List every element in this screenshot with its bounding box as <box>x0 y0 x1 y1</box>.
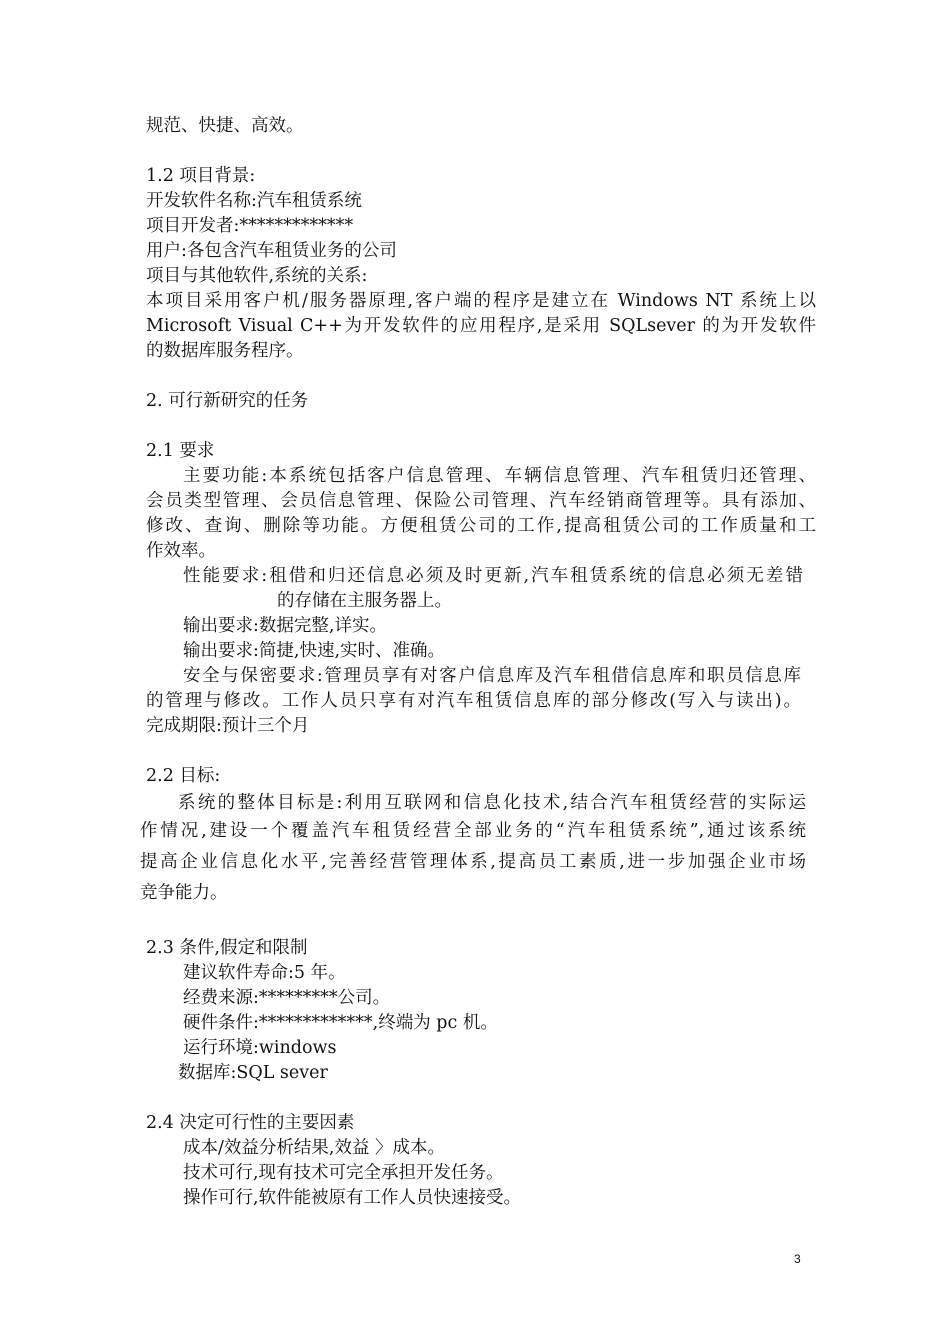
text-line: 本项目采用客户机/服务器原理,客户端的程序是建立在 Windows NT 系统上以 <box>146 291 816 311</box>
text-line: 提高企业信息化水平,完善经营管理体系,提高员工素质,进一步加强企业市场 <box>140 852 806 872</box>
text-line: 硬件条件:*************,终端为 pc 机。 <box>183 1013 498 1033</box>
text-line: 规范、快捷、高效。 <box>146 116 304 136</box>
text-line: 安全与保密要求:管理员享有对客户信息库及汽车租借信息库和职员信息库 <box>183 666 801 686</box>
text-line: 完成期限:预计三个月 <box>146 716 310 736</box>
section-heading: 2.1 要求 <box>146 441 215 461</box>
section-heading: 2. 可行新研究的任务 <box>146 391 309 411</box>
section-heading: 2.3 条件,假定和限制 <box>146 938 308 958</box>
text-line: 主要功能:本系统包括客户信息管理、车辆信息管理、汽车租赁归还管理、 <box>183 466 816 486</box>
text-line: 开发软件名称:汽车租赁系统 <box>146 191 362 211</box>
text-line: 数据库:SQL sever <box>178 1063 328 1083</box>
section-heading: 2.4 决定可行性的主要因素 <box>146 1113 355 1133</box>
section-heading: 1.2 项目背景: <box>146 166 256 186</box>
text-line: 经费来源:*********公司。 <box>183 988 391 1008</box>
text-line: 用户:各包含汽车租赁业务的公司 <box>146 241 397 261</box>
text-line: 竞争能力。 <box>140 883 228 903</box>
text-line: 输出要求:简捷,快速,实时、准确。 <box>183 641 446 661</box>
text-line: 的数据库服务程序。 <box>146 341 304 361</box>
text-line: 性能要求:租借和归还信息必须及时更新,汽车租赁系统的信息必须无差错 <box>183 566 803 586</box>
text-line: 操作可行,软件能被原有工作人员快速接受。 <box>183 1188 522 1208</box>
text-line: 成本/效益分析结果,效益 〉成本。 <box>183 1138 446 1158</box>
text-line: 技术可行,现有技术可完全承担开发任务。 <box>183 1163 504 1183</box>
text-line: Microsoft Visual C++为开发软件的应用程序,是采用 SQLsever 的为开发软件 <box>146 316 816 336</box>
text-line: 会员类型管理、会员信息管理、保险公司管理、汽车经销商管理等。具有添加、 <box>146 491 816 511</box>
text-line: 输出要求:数据完整,详实。 <box>183 616 387 636</box>
text-line: 修改、查询、删除等功能。方便租赁公司的工作,提高租赁公司的工作质量和工 <box>146 516 816 536</box>
page-number: 3 <box>794 1252 801 1266</box>
text-line: 建议软件寿命:5 年。 <box>183 963 346 983</box>
text-line: 作情况,建设一个覆盖汽车租赁经营全部业务的“汽车租赁系统”,通过该系统 <box>140 821 806 841</box>
text-line: 作效率。 <box>146 541 216 561</box>
text-line: 的管理与修改。工作人员只享有对汽车租赁信息库的部分修改(写入与读出)。 <box>146 691 801 711</box>
text-line: 运行环境:windows <box>183 1038 337 1058</box>
text-line: 的存储在主服务器上。 <box>277 591 452 611</box>
text-line: 项目与其他软件,系统的关系: <box>146 266 368 286</box>
text-line: 系统的整体目标是:利用互联网和信息化技术,结合汽车租赁经营的实际运 <box>178 793 806 813</box>
section-heading: 2.2 目标: <box>146 766 221 786</box>
text-line: 项目开发者:************* <box>146 216 354 236</box>
